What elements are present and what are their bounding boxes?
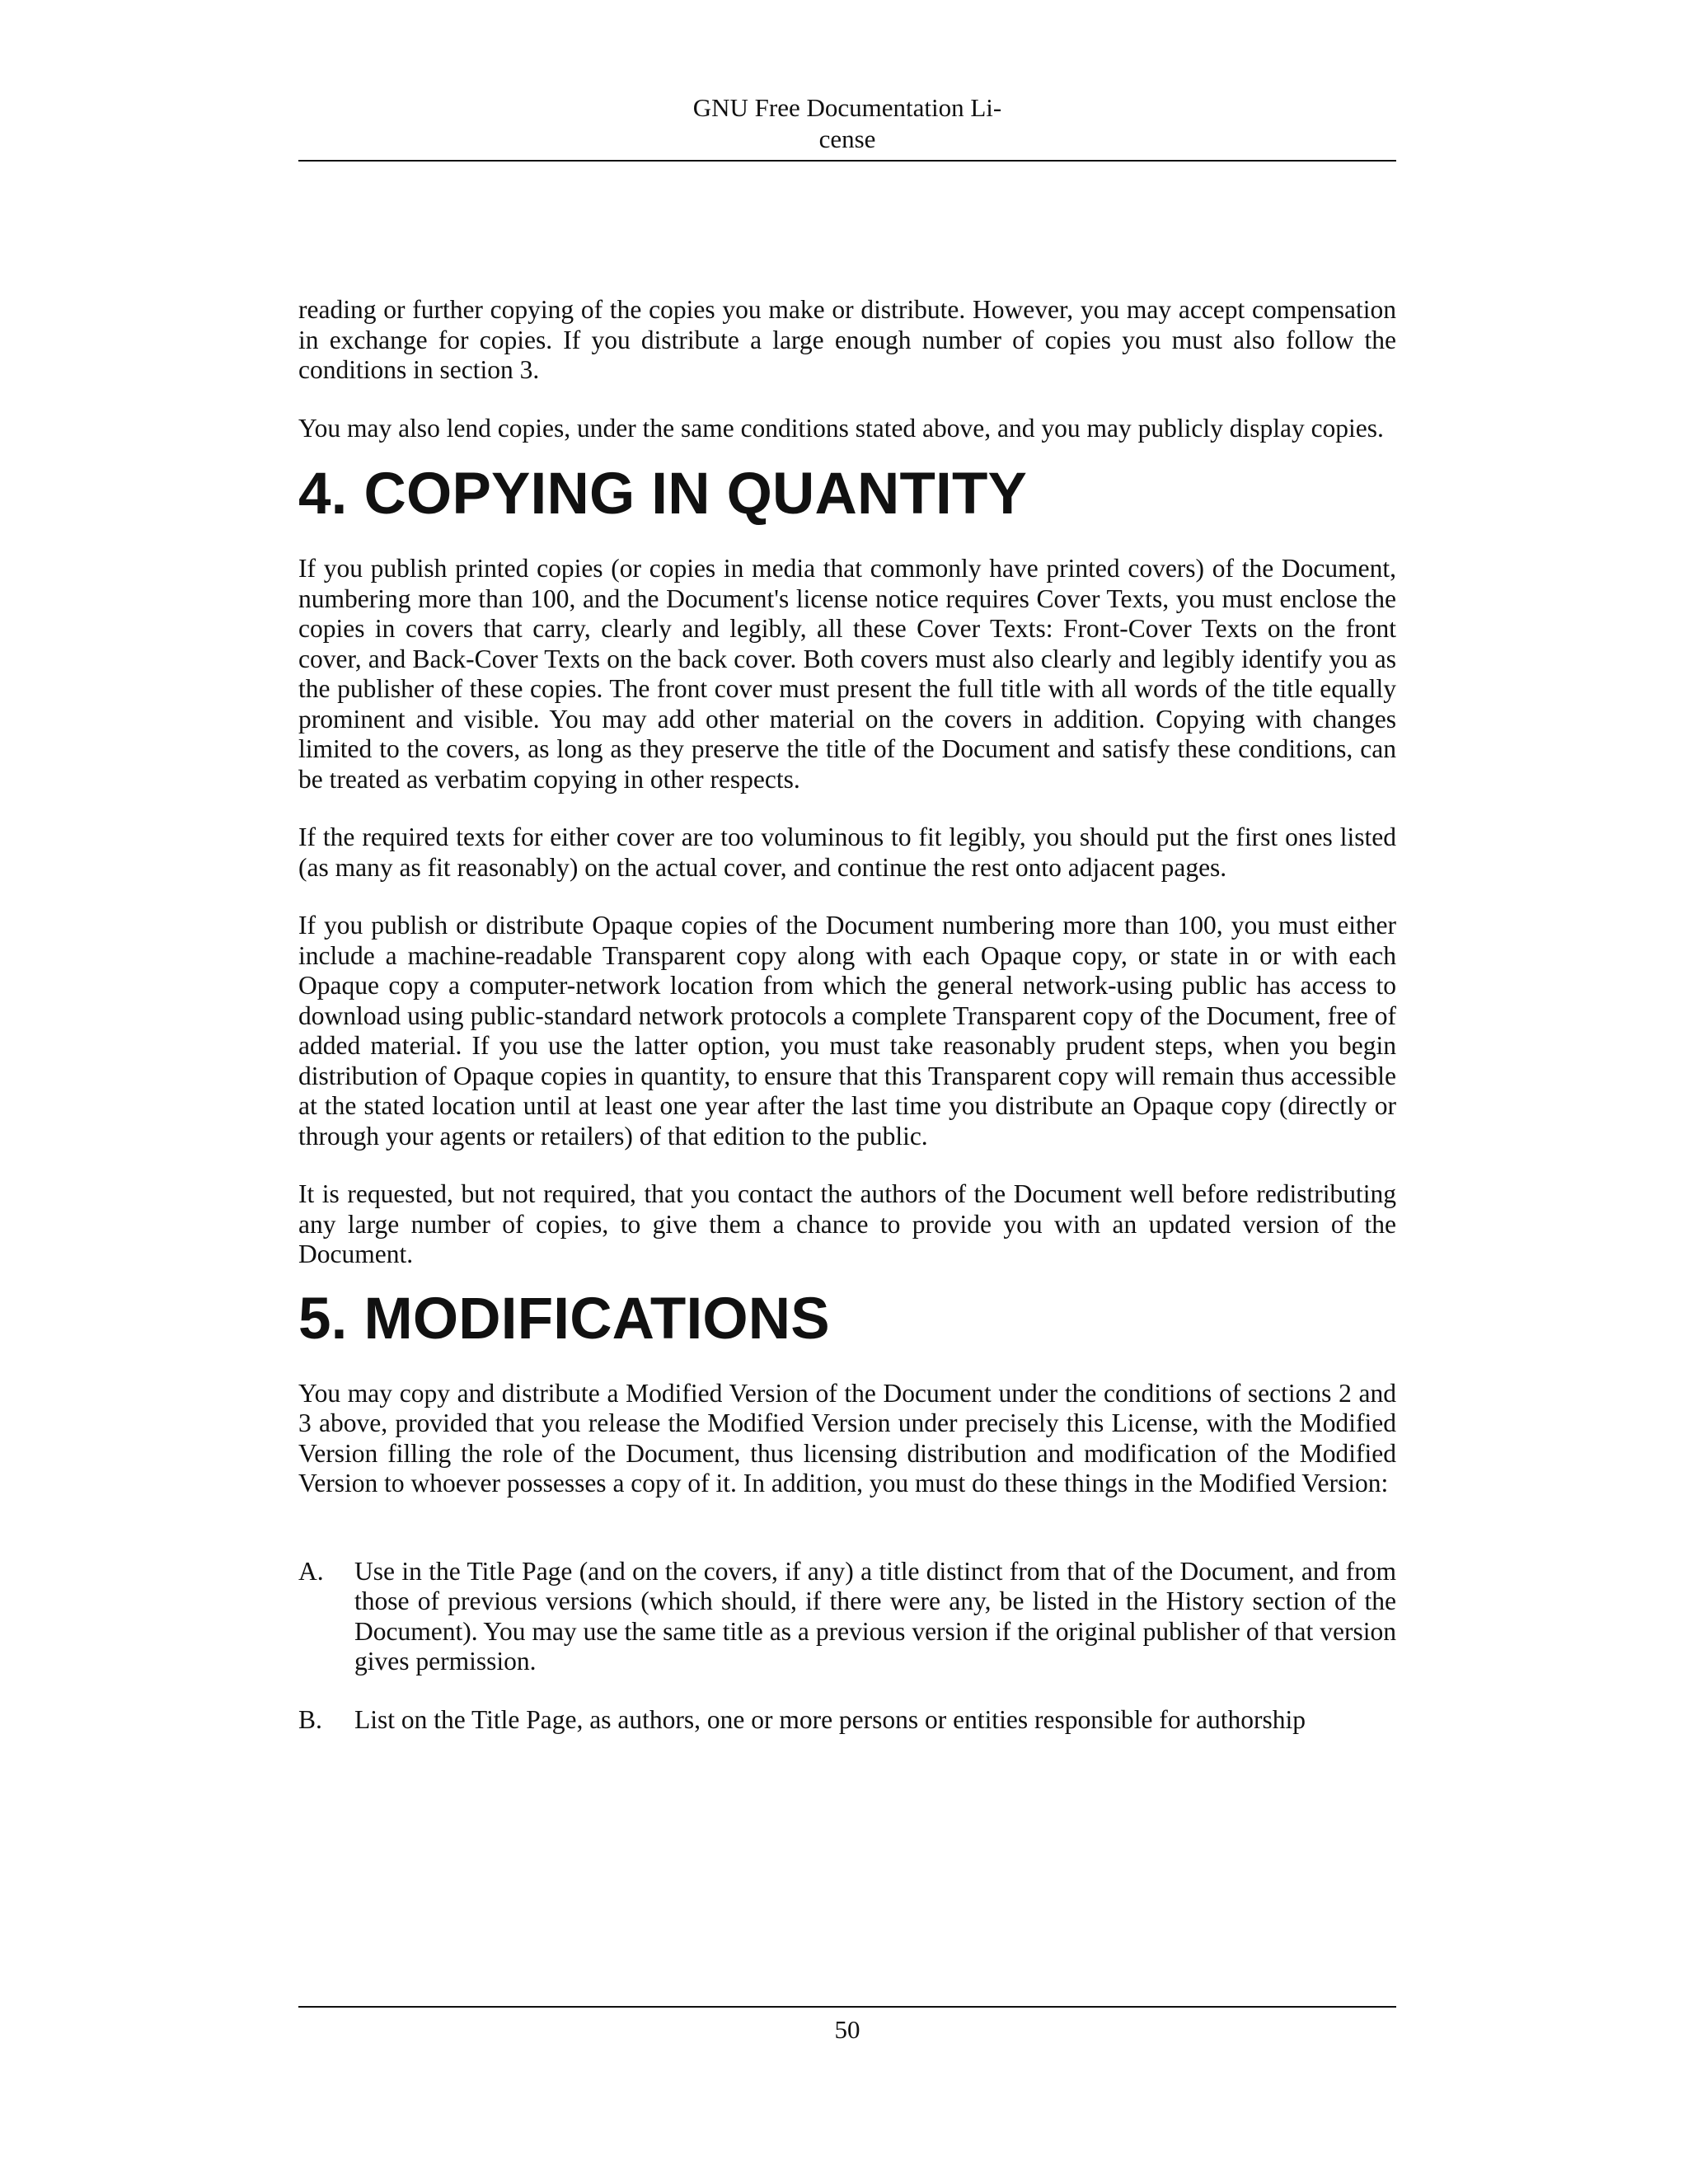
paragraph-modified-version: You may copy and distribute a Modified Version of the Document under the conditions of sections 2 and 3 above, provided that you release the Modified Version under precisely this License, with the Modified Version filling the role of the Document, thus licensing distribution and modification of the Modified Version to whoever possesses a copy of it. In addition, you must do these things in the Modified Version: — [298, 1378, 1396, 1497]
header-rule — [298, 160, 1396, 162]
modification-requirements-list — [298, 1557, 1396, 1736]
section-heading-copying-in-quantity: 4. COPYING IN QUANTITY — [298, 462, 1028, 527]
list-item — [298, 1705, 1396, 1736]
paragraph-opaque-copies: If you publish or distribute Opaque copies of the Document numbering more than 100, you must either include a machine-readable Transparent copy along with each Opaque copy, or state in or with each Opaque copy a computer-network location from which the general network-using public has access to download using public-standard network protocols a complete Transparent copy of the Document, free of added material. If you use the latter option, you must take reasonably prudent steps, when you begin distribution of Opaque copies in quantity, to ensure that this Transparent copy will remain thus accessible at the stated location until at least one year after the last time you distribute an Opaque copy (directly or through your agents or retailers) of that edition to the public. — [298, 911, 1396, 1151]
list-item — [298, 1557, 1396, 1677]
paragraph-continuation: reading or further copying of the copies you make or distribute. However, you may accept compensation in exchange for copies. If you distribute a large enough number of copies you must also follow the conditions in section 3. — [298, 295, 1396, 384]
section-heading-modifications: 5. MODIFICATIONS — [298, 1286, 830, 1352]
page-number: 50 — [834, 2015, 860, 2044]
paragraph-voluminous-texts: If the required texts for either cover are too voluminous to fit legibly, you should put the first ones listed (as many as fit reasonably) on the actual cover, and continue the rest onto adjacent pages. — [298, 823, 1396, 882]
list-item-marker: B. — [298, 1704, 322, 1734]
list-item-text: Use in the Title Page (and on the covers, if any) a title distinct from that of the Document, and from those of previous versions (which should, if there were any, be listed in the History section of the Document). You may use the same title as a previous version if the original publisher of that version gives permission. — [354, 1556, 1396, 1675]
footer-rule — [298, 2006, 1396, 2008]
list-item-text: List on the Title Page, as authors, one or more persons or entities responsible for authorship — [354, 1704, 1306, 1734]
list-item-marker: A. — [298, 1556, 324, 1586]
paragraph-lend-copies: You may also lend copies, under the same conditions stated above, and you may publicly display copies. — [298, 413, 1384, 443]
running-header-line-2: cense — [818, 124, 876, 153]
paragraph-printed-copies: If you publish printed copies (or copies in media that commonly have printed covers) of the Document, numbering more than 100, and the Document's license notice requires Cover Texts, you must enclose the copies in covers that carry, clearly and legibly, all these Cover Texts: Front-Cover Texts on the front cover, and Back-Cover Texts on the back cover. Both covers must also clearly and legibly identify you as the publisher of these copies. The front cover must present the full title with all words of the title equally prominent and visible. You may add other material on the covers in addition. Copying with changes limited to the covers, as long as they preserve the title of the Document and satisfy these conditions, can be treated as verbatim copying in other respects. — [298, 554, 1396, 794]
running-header-line-1: GNU Free Documentation Li- — [692, 93, 1002, 122]
paragraph-contact-authors: It is requested, but not required, that you contact the authors of the Document well before redistributing any large number of copies, to give them a chance to provide you with an updated version of the Document. — [298, 1179, 1396, 1268]
running-header — [298, 92, 1396, 155]
page-body — [298, 295, 1396, 1763]
